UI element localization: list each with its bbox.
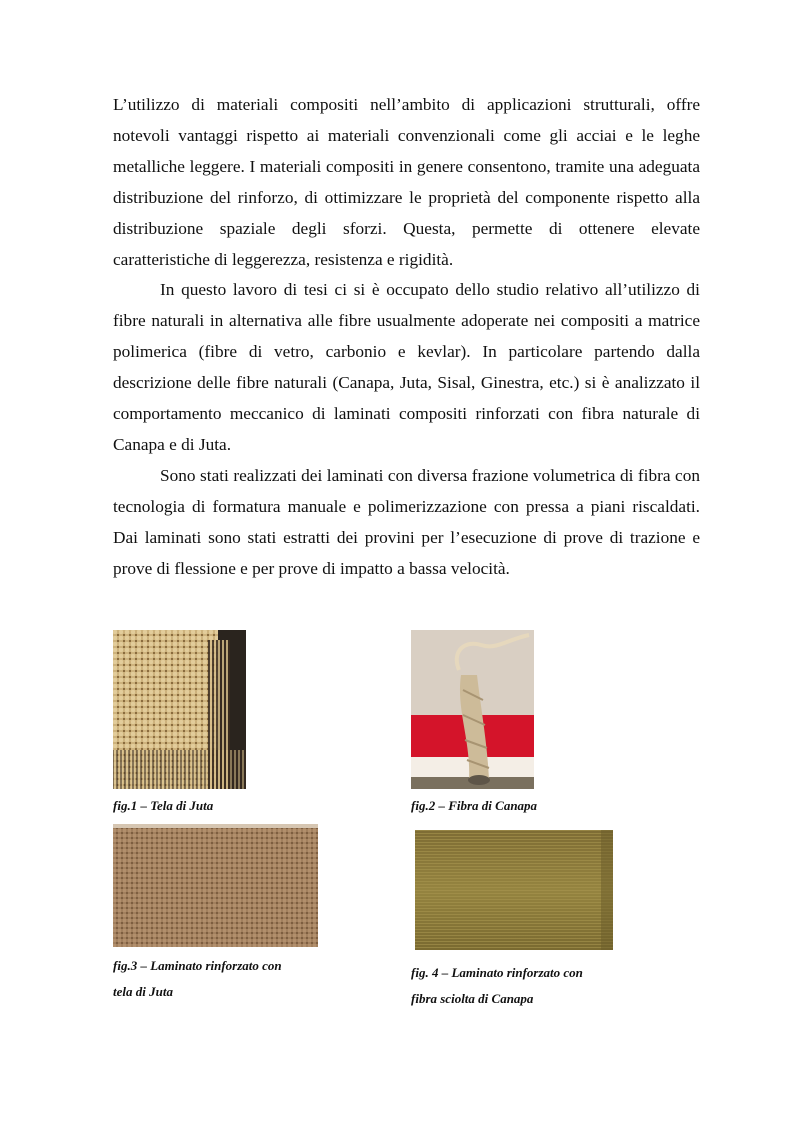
figure-3-caption: [113, 953, 282, 1005]
figure-1-caption: fig.1 – Tela di Juta: [113, 798, 214, 813]
figure-4-caption-line-2: fibra sciolta di Canapa: [411, 991, 534, 1006]
figure-1-jute-fabric: [113, 630, 246, 789]
figure-3-caption-line-1: fig.3 – Laminato rinforzato con: [113, 958, 282, 973]
figure-2-hemp-fiber: [411, 630, 534, 789]
figure-4-hemp-laminate: [411, 824, 618, 955]
paragraph-3: Sono stati realizzati dei laminati con diversa frazione volumetrica di fibra con tecnologia di formatura manuale e polimerizzazione con pressa a piani riscaldati. Dai laminati sono stati estratti dei provini per l’esecuzione di prove di trazione e prove di flessione e per prove di impatto a bassa velocità.: [113, 465, 700, 578]
figure-4-caption: [411, 960, 583, 1012]
figure-3-jute-laminate: [113, 824, 318, 947]
figure-3-caption-line-2: tela di Juta: [113, 984, 173, 999]
figure-2-caption: fig.2 – Fibra di Canapa: [411, 798, 538, 813]
figure-4-caption-line-1: fig. 4 – Laminato rinforzato con: [411, 965, 583, 980]
paragraph-2: In questo lavoro di tesi ci si è occupato dello studio relativo all’utilizzo di fibre naturali in alternativa alle fibre usualmente adoperate nei compositi a matrice polimerica (fibre di vetro, carbonio e kevlar). In particolare partendo dalla descrizione delle fibre naturali (Canapa, Juta, Sisal, Ginestra, etc.) si è analizzato il comportamento meccanico di laminati compositi rinforzati con fibra naturale di Canapa e di Juta.: [113, 280, 700, 454]
body-text: [113, 90, 700, 585]
paragraph-1: L’utilizzo di materiali compositi nell’ambito di applicazioni strutturali, offre notevoli vantaggi rispetto ai materiali convenzionali come gli acciai e le leghe metalliche leggere. I materiali compositi in genere consentono, tramite una adeguata distribuzione del rinforzo, di ottimizzare le proprietà del componente rispetto alla distribuzione spaziale degli sforzi. Questa, permette di ottenere elevate caratteristiche di leggerezza, resistenza e rigidità.: [113, 95, 700, 269]
